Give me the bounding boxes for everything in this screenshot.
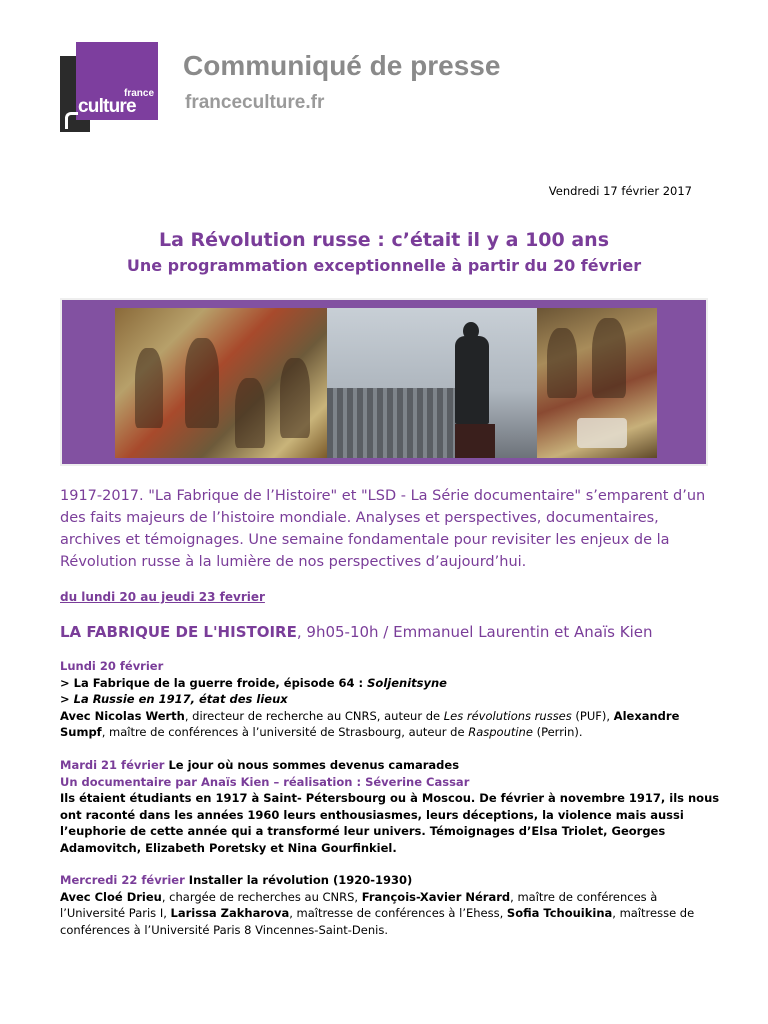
- guest-text: , maîtresse de conférences à l’Ehess,: [289, 906, 507, 920]
- header-title: Communiqué de presse: [183, 50, 501, 81]
- guest-text: , chargée de recherches au CNRS,: [161, 889, 362, 904]
- guest-text: (PUF),: [571, 708, 614, 723]
- episode-line-prefix: > La Fabrique de la guerre froide, épisode 64 :: [60, 675, 368, 690]
- episode-credit: Un documentaire par Anaïs Kien – réalisation : Séverine Cassar: [60, 774, 470, 789]
- intro-paragraph: 1917-2017. "La Fabrique de l’Histoire" et "LSD - La Série documentaire" s’emparent d’un des faits majeurs de l’histoire mondiale. Analyses et perspectives, documentaires, archives et témoignages. Une semaine fondamentale pour revisiter les enjeux de la Révolution russe à la lumière de nos perspectives d’aujourd’hui.: [60, 488, 706, 570]
- episode-line: > La Russie en 1917, état des lieux: [60, 692, 288, 706]
- episode-description: [60, 790, 720, 856]
- episode-title: Installer la révolution (1920-1930): [184, 873, 413, 887]
- press-date: Vendredi 17 février 2017: [548, 184, 692, 198]
- episode-tuesday: [60, 757, 720, 856]
- show-heading: [60, 622, 652, 642]
- episode-heading: [60, 757, 720, 774]
- episode-guests: [60, 708, 720, 741]
- building-shape: [327, 388, 457, 458]
- photo-banner: [60, 298, 708, 466]
- episode-guests: [60, 889, 720, 939]
- witness-names: Nina Gourfinkiel.: [287, 840, 397, 855]
- book-title: Raspoutine: [468, 725, 533, 739]
- episode-line-title: Soljenitsyne: [367, 675, 447, 690]
- guest-name: Avec Cloé Drieu: [60, 889, 162, 904]
- guest-text: , directeur de recherche au CNRS, auteur de: [184, 708, 444, 723]
- show-name: LA FABRIQUE DE L'HISTOIRE: [60, 623, 297, 641]
- guest-text: , maître de conférences à l’Université Paris I,: [60, 889, 658, 920]
- episode-line: [60, 675, 720, 692]
- guest-name: Alexandre Sumpf: [60, 708, 680, 739]
- lenin-statue-photo: [327, 308, 537, 458]
- description-text: Ils étaient étudiants en 1917 à Saint- Pétersbourg ou à Moscou. De février à novembre 1917, ils nous ont raconté dans les années 1960 leurs enthousiasmes, leurs déceptions, la violence mais aussi l’euphorie de cette année qui a transformé leur univers. Témoignages d’: [60, 791, 720, 838]
- episode-day: Mercredi 22 février: [60, 873, 185, 887]
- mosaic-photo-right: [537, 308, 657, 458]
- statue-pedestal-shape: [455, 424, 495, 458]
- episode-wednesday: [60, 872, 720, 938]
- episode-day: Mardi 21 février: [60, 758, 165, 772]
- episode-day: Lundi 20 février: [60, 659, 164, 673]
- description-text: et: [266, 840, 288, 855]
- logo-text-france: france: [123, 88, 154, 99]
- guest-name: Sofia Tchouikina: [506, 906, 613, 920]
- guest-text: (Perrin).: [532, 725, 583, 739]
- main-title: La Révolution russe : c’était il y a 100 ans: [158, 229, 610, 251]
- logo-hook-icon: [65, 112, 78, 129]
- guest-text: , maître de conférences à l’université de Strasbourg, auteur de: [101, 725, 469, 739]
- episode-monday: [60, 658, 720, 741]
- statue-body-shape: [455, 336, 489, 424]
- show-details: , 9h05-10h / Emmanuel Laurentin et Anaïs Kien: [296, 623, 653, 641]
- episode-heading: [60, 872, 720, 889]
- logo-text-culture: culture: [78, 96, 136, 117]
- period-heading: du lundi 20 au jeudi 23 fevrier: [60, 590, 265, 604]
- guest-name: François-Xavier Nérard: [361, 889, 511, 904]
- guest-text: , maîtresse de conférences à l’Université Paris 8 Vincennes-Saint-Denis.: [60, 906, 695, 937]
- mosaic-photo-left: [115, 308, 327, 458]
- guest-name: Larissa Zakharova: [170, 906, 290, 920]
- witness-names: Elsa Triolet, Georges Adamovitch, Elizabeth Poretsky: [60, 824, 666, 855]
- episode-title: Le jour où nous sommes devenus camarades: [164, 758, 460, 772]
- sub-title: Une programmation exceptionnelle à partir du 20 février: [126, 256, 642, 275]
- guest-name: Avec Nicolas Werth: [60, 708, 185, 723]
- book-title: Les révolutions russes: [443, 708, 572, 723]
- france-culture-logo: [60, 42, 158, 132]
- header-site: franceculture.fr: [185, 92, 325, 113]
